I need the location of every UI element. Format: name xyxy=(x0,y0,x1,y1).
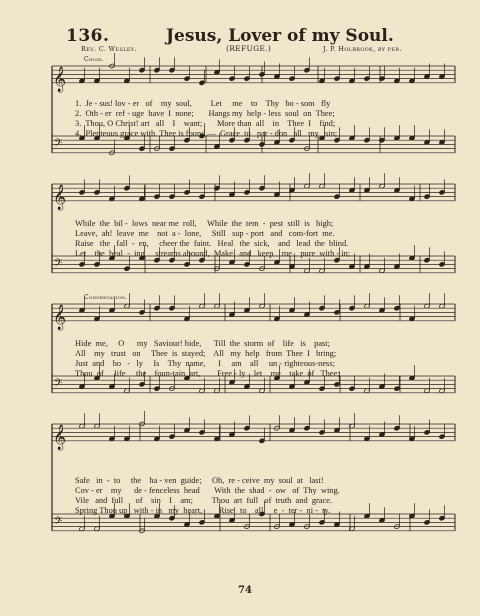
lyric-line: Let the heal - ing streams abound, Make and keep me pure with - in; xyxy=(75,249,351,258)
lyric-line: While the bil - lows near me roll, While the tem - pest still is high; xyxy=(75,219,334,228)
page-number: 74 xyxy=(238,585,252,596)
clef-icon: 𝄞 xyxy=(53,304,67,330)
hymn-tune: (REFUGE.) xyxy=(226,44,272,53)
clef-icon: 𝄢 xyxy=(54,137,63,153)
lyric-line: 2. Oth - er ref - uge have I none; Hangs my help - less soul on Thee; xyxy=(75,109,335,118)
lyric-line: 1. Je - sus! lov - er of my soul, Let me to Thy bo - som fly xyxy=(75,99,331,108)
lyric-line: 3. Thou, O Christ! art all I want; More than all in Thee I find; xyxy=(75,119,336,128)
congregation-label: Congregation. xyxy=(84,294,128,301)
lyric-line: Vile and full of sin I am; Thou art full of truth and grace. xyxy=(75,496,333,505)
lyric-line: Leave, ah! leave me not a - lone, Still sup - port and com-fort me. xyxy=(75,229,335,238)
clef-icon: 𝄞 xyxy=(53,424,67,450)
clef-icon: 𝄢 xyxy=(54,377,63,393)
clef-icon: 𝄞 xyxy=(53,66,67,92)
lyric-line: Spring Thou up with - in my heart, Rise to all e - ter - ni - ty. xyxy=(75,506,331,515)
lyric-line: Thou of life the foun-tain art, Free - ly let me take of Thee; xyxy=(75,369,340,378)
choir-label: Choir. xyxy=(84,56,104,63)
lyric-line: 4. Plenteous grace with Thee is found,— Grace to par - don all my sin; xyxy=(75,129,338,138)
lyric-line: All my trust on Thee is stayed; All my help from Thee I bring; xyxy=(75,349,337,358)
lyric-line: Cov - er my de - fenceless head With the shad - ow of Thy wing. xyxy=(75,486,340,495)
hymn-author: Rev. C. Wesley. xyxy=(81,45,137,53)
lyric-line: Safe in - to the ha - ven guide; Oh, re - ceive my soul at last! xyxy=(75,476,324,485)
lyric-line: Hide me, O my Saviour! hide, Till the storm of life is past; xyxy=(75,339,330,348)
hymn-composer: J. P. Holbrook, by per. xyxy=(323,45,402,53)
lyric-line: Raise the fall - en, cheer the faint. Heal the sick, and lead the blind. xyxy=(75,239,349,248)
clef-icon: 𝄢 xyxy=(54,257,63,273)
clef-icon: 𝄞 xyxy=(53,184,67,210)
lyric-line: Just and ho - ly Is Thy name, I am all un - righteous-ness; xyxy=(75,359,335,368)
hymn-number: 136. xyxy=(66,26,110,46)
clef-icon: 𝄢 xyxy=(54,515,63,531)
hymn-title: Jesus, Lover of my Soul. xyxy=(166,26,394,46)
